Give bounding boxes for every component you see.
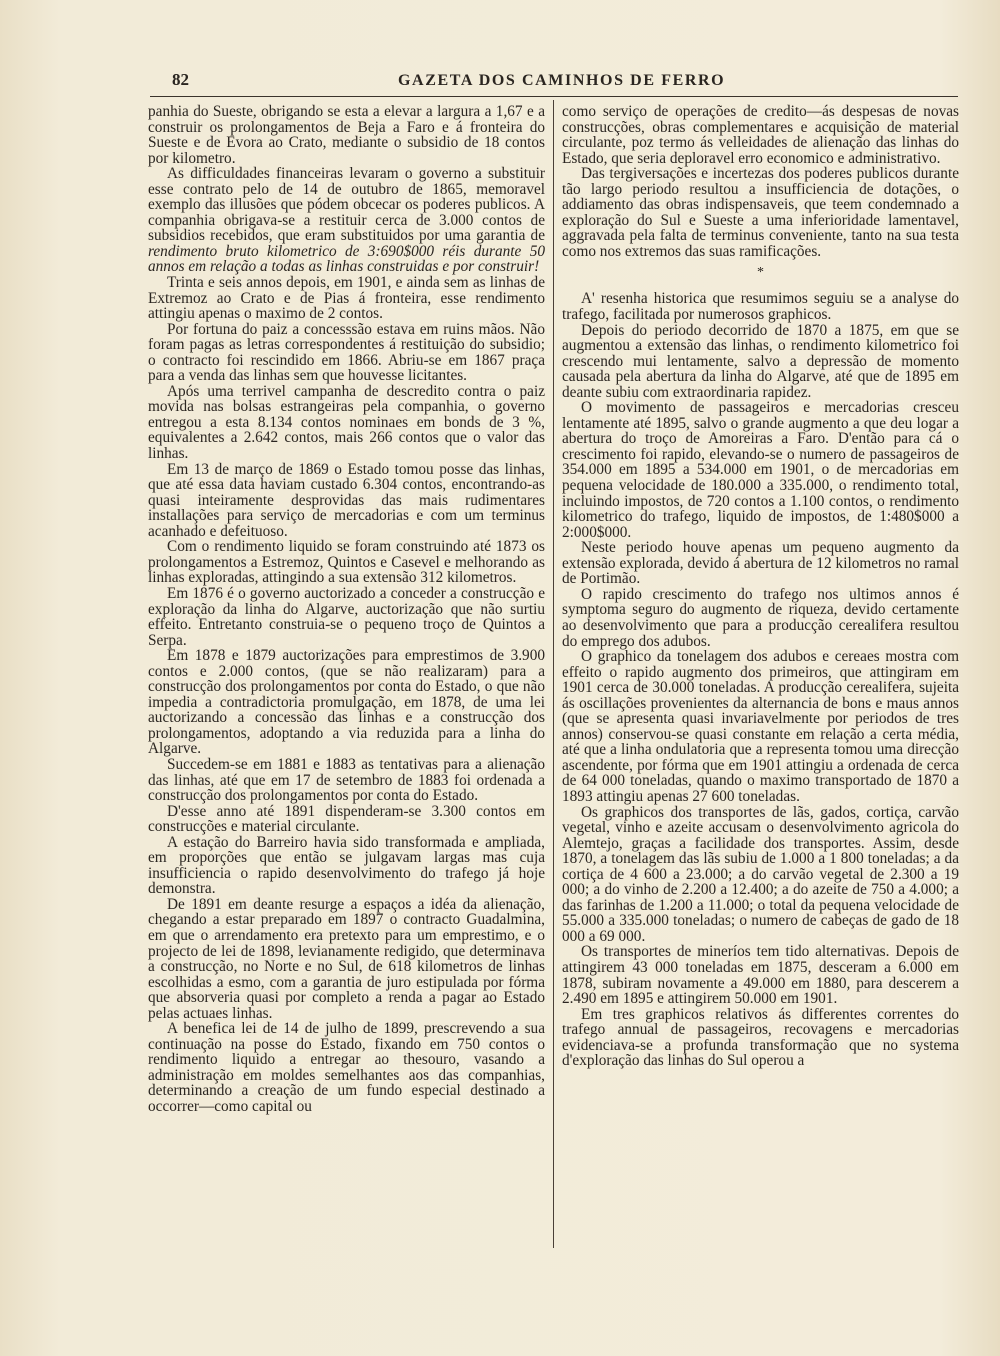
paragraph: Em 1878 e 1879 auctorizações para emprestimos de 3.900 contos e 2.000 contos, (que se não realizaram) para a construcção dos prolongamentos por conta do Estado, o que não impedia a contradictoria promulgação, em 1878, de uma lei auctorizando a concessão das linhas e a construcção dos prolongamentos, adoptando a via reduzida para a linha do Algarve. xyxy=(148,647,545,758)
paragraph: D'esse anno até 1891 dispenderam-se 3.300 contos em construcções e material circulante. xyxy=(148,802,545,836)
paragraph: Os transportes de mineríos tem tido alternativas. Depois de attingirem 43 000 toneladas em 1875, desceram a 6.000 em 1878, subiram novamente a 49.000 em 1880, para descerem a 2.490 em 1895 e attingirem 50.000 em 1901. xyxy=(562,943,959,1008)
paragraph: panhia do Sueste, obrigando se esta a elevar a largura a 1,67 e a construir os prolongamentos de Beja a Faro e á fronteira do Sueste e de Evora ao Crato, mediante o subsidio de 18 contos por kilometro. xyxy=(148,103,545,167)
paragraph xyxy=(148,166,545,275)
header-rule xyxy=(150,96,958,97)
paragraph: O movimento de passageiros e mercadorias cresceu lentamente até 1895, salvo o grande augmento a que deu logar a abertura do troço de Amoreiras a Faro. D'então para cá o crescimento foi rapido, elevando-se o numero de passageiros de 354.000 em 1895 a 534.000 em 1901, o de mercadorias em pequena velocidade de 180.000 a 335.000, o rendimento total, incluindo impostos, de 720 contos a 1.100 contos, o rendimento kilometrico do trafego, liquido de impostos, de 1:480$000 a 2:000$000. xyxy=(562,399,959,541)
column-divider xyxy=(553,100,554,1248)
page-header xyxy=(140,66,960,96)
paragraph: Depois do periodo decorrido de 1870 a 1875, em que se augmentou a extensão das linhas, o rendimento kilometrico foi crescendo mui lentamente, salvo a depressão de momento causada pela abertura da linha do Algarve, até que de 1895 em deante subiu com extraordinaria rapidez. xyxy=(562,321,959,401)
right-column xyxy=(562,104,959,1069)
paragraph: Succedem-se em 1881 e 1883 as tentativas para a alienação das linhas, até que em 17 de setembro de 1883 foi ordenada a construcção dos prolongamentos por conta do Estado. xyxy=(148,755,545,805)
paragraph: como serviço de operações de credito—ás despesas de novas construcções, obras complementares e acquisição de material circulante, poz termo ás velleidades de alienação das linhas do Estado, que seria deploravel erro economico e administrativo. xyxy=(562,103,959,167)
left-column xyxy=(148,104,545,1115)
paragraph: Das tergiversações e incertezas dos poderes publicos durante tão largo periodo resultou a insufficiencia de dotações, o addiamento das obras indispensaveis, que teem condemnado a exploração do Sul e Sueste a uma inferioridade lamentavel, aggravada pela falta de terminus conveniente, tanto na sua testa como nos extremos das suas ramificações. xyxy=(562,165,959,260)
section-separator: * xyxy=(757,265,764,281)
paragraph: Trinta e seis annos depois, em 1901, e ainda sem as linhas de Extremoz ao Crato e de Pias á fronteira, esse rendimento attingiu apenas o maximo de 2 contos. xyxy=(148,274,545,323)
paragraph: De 1891 em deante resurge a espaços a idéa da alienação, chegando a estar preparado em 1897 o contracto Guadalmina, em que o arrendamento era pretexto para um emprestimo, e o projecto de lei de 1898, levianamente redigido, que determinava a construcção, no Norte e no Sul, de 618 kilometros de linhas escolhidas a esmo, com a garantia de juro estipulada por fórma que absorveria quasi por completo a renda a pagar ao Estado pelas actuaes linhas. xyxy=(148,895,545,1022)
paragraph: Em 1876 é o governo auctorizado a conceder a construcção e exploração da linha do Algarve, auctorização que não surtiu effeito. Entretanto construia-se o pequeno troço de Quintos a Serpa. xyxy=(148,584,545,649)
paragraph: Os graphicos dos transportes de lãs, gados, cortiça, carvão vegetal, vinho e azeite accusam o desenvolvimento agricola do Alemtejo, graças a facilidade dos transportes. Assim, desde 1870, a tonelagem das lãs subiu de 1.000 a 1 800 toneladas; a da cortiça de 4 600 a 23.000; a do carvão vegetal de 2.300 a 19 000; a do vinho de 2.200 a 12.400; a do azeite de 750 a 4.000; a das farinhas de 1.200 a 11.000; o total da pequena velocidade de 55.000 a 335.000 toneladas; o numero de cabeças de gado de 18 000 a 69 000. xyxy=(562,803,959,945)
paragraph: O graphico da tonelagem dos adubos e cereaes mostra com effeito o rapido augmento dos primeiros, que attingiram em 1901 cerca de 30.000 toneladas. A producção cerealifera, sujeita ás oscillações provenientes da alternancia de bons e maus annos (que se apresenta quasi invariavelmente por periodos de tres annos) conservou-se quasi constante em relação a certa média, até que a linha ondulatoria que a representa tomou uma direcção ascendente, por fórma que em 1901 attingiu a ordenada de cerca de 64 000 toneladas, quando o maximo transportado de 1870 a 1893 attingiu apenas 27 600 toneladas. xyxy=(562,648,959,805)
paragraph-italic-text: rendimento bruto kilometrico de 3:690$000 réis durante 50 annos em relação a todas as linhas construidas e por construir! xyxy=(148,242,545,276)
paragraph: Em tres graphicos relativos ás differentes correntes do trafego annual de passageiros, recovagens e mercadorias evidenciava-se a profunda transformação que no systema d'exploração das linhas do Sul operou a xyxy=(562,1005,959,1070)
paragraph: O rapido crescimento do trafego nos ultimos annos é symptoma seguro do augmento de riqueza, devido certamente ao desenvolvimento que para a producção cerealifera resultou do emprego dos adubos. xyxy=(562,585,959,650)
paragraph: Em 13 de março de 1869 o Estado tomou posse das linhas, que até essa data haviam custado 6.304 contos, encontrando-as quasi inteiramente desprovidas das mais rudimentares installações para serviço de mercadorias e com um terminus acanhado e defeituoso. xyxy=(148,460,545,540)
paragraph: Após uma terrivel campanha de descredito contra o paiz movida nas bolsas estrangeiras pela companhia, o governo entregou a esta 8.134 contos nominaes em bonds de 3 %, equivalentes a 2.642 contos, mais 266 contos que o valor das linhas. xyxy=(148,382,545,463)
page-number: 82 xyxy=(172,70,189,89)
paragraph-text: As difficuldades financeiras levaram o governo a substituir esse contrato pelo de 14 de outubro de 1865, memoravel exemplo das illusões que pódem obcecar os poderes publicos. A companhia obrigava-se a restituir cerca de 3.000 contos de subsidios recebidos, que eram substituidos por uma garantia de xyxy=(148,165,545,245)
journal-title: GAZETA DOS CAMINHOS DE FERRO xyxy=(398,72,726,89)
paragraph: Por fortuna do paiz a concesssão estava em ruins mãos. Não foram pagas as letras correspondentes á restituição do subsidio; o contracto foi rescindido em 1866. Abriu-se em 1867 praça para a venda das linhas sem que houvesse licitantes. xyxy=(148,320,545,385)
paragraph: A' resenha historica que resumimos seguiu se a analyse do trafego, facilitada por numerosos graphicos. xyxy=(562,290,959,324)
paragraph: Neste periodo houve apenas um pequeno augmento da extensão explorada, devido á abertura de 12 kilometros no ramal de Portimão. xyxy=(562,539,959,588)
paragraph: Com o rendimento liquido se foram construindo até 1873 os prolongamentos a Estremoz, Quintos e Casevel e melhorando as linhas exploradas, attingindo a sua extensão 312 kilometros. xyxy=(148,538,545,587)
paragraph: A estação do Barreiro havia sido transformada e ampliada, em proporções que então se julgavam largas mas cuja insufficiencia o rapido desenvolvimento do trafego já hoje demonstra. xyxy=(148,833,545,898)
paragraph: A benefica lei de 14 de julho de 1899, prescrevendo a sua continuação na posse do Estado, fixando em 750 contos o rendimento liquido a entregar ao thesouro, vasando a administração em moldes semelhantes aos das companhias, determinando a creação de um fundo especial destinado a occorrer—como capital ou xyxy=(148,1020,545,1115)
